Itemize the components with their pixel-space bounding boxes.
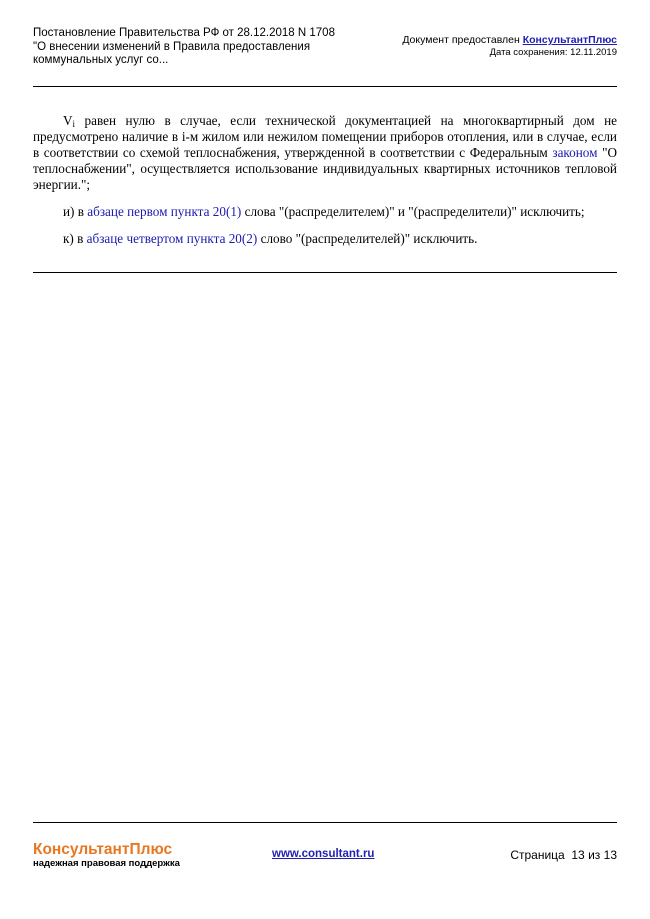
provided-by-label: Документ предоставлен: [402, 34, 523, 46]
paragraph-i: [33, 204, 617, 220]
p2-prefix: и) в: [63, 204, 88, 219]
paragraph-vi: [33, 113, 617, 193]
consultant-website-link[interactable]: www.consultant.ru: [272, 848, 375, 860]
footer-divider: [33, 822, 617, 823]
consultant-brand-link[interactable]: КонсультантПлюс: [522, 34, 617, 46]
title-line-1: Постановление Правительства РФ от 28.12.2018 N 1708: [33, 27, 335, 39]
clause-20-2-link[interactable]: абзаце четвертом пункта 20(2): [86, 231, 258, 246]
end-of-document-divider: [33, 272, 617, 273]
page-of: из: [588, 848, 601, 862]
p2-suffix: слова "(распределителем)" и "(распределители)" исключить;: [241, 204, 585, 219]
paragraph-k: [33, 231, 617, 247]
page-label: Страница: [510, 848, 565, 862]
p1-text-end: "О теплоснабжении", осуществляется использование индивидуальных квартирных источников тепловой энергии.";: [33, 145, 617, 192]
provided-by: [402, 34, 617, 47]
brand-name: КонсультантПлюс: [33, 841, 173, 858]
variable-subscript: i: [72, 119, 76, 129]
save-date: Дата сохранения: 12.11.2019: [489, 47, 617, 58]
brand-tagline: надежная правовая поддержка: [33, 858, 180, 869]
law-link[interactable]: законом: [552, 145, 598, 160]
p3-prefix: к) в: [63, 231, 87, 246]
document-title: [33, 27, 333, 68]
document-body: [33, 113, 617, 247]
page-counter: [510, 848, 617, 862]
header-divider: [33, 86, 617, 87]
variable-v: V: [63, 113, 73, 128]
page-current: 13: [571, 848, 585, 862]
p1-text: равен нулю в случае, если технической документацией на многоквартирный дом не предусмотрено наличие в i-м жилом или нежилом помещении приборов отопления, или в случае, если в соответствии со схемой теплоснабжения, утвержденной в соответствии с Федеральным: [33, 113, 617, 160]
page-total: 13: [603, 848, 617, 862]
p3-suffix: слово "(распределителей)" исключить.: [257, 231, 478, 246]
document-source: [402, 34, 617, 59]
clause-20-1-link[interactable]: абзаце первом пункта 20(1): [87, 204, 242, 219]
title-line-2: "О внесении изменений в Правила предоставления: [33, 40, 311, 53]
footer-logo: [33, 842, 180, 870]
title-line-3: коммунальных услуг со...: [33, 54, 169, 66]
